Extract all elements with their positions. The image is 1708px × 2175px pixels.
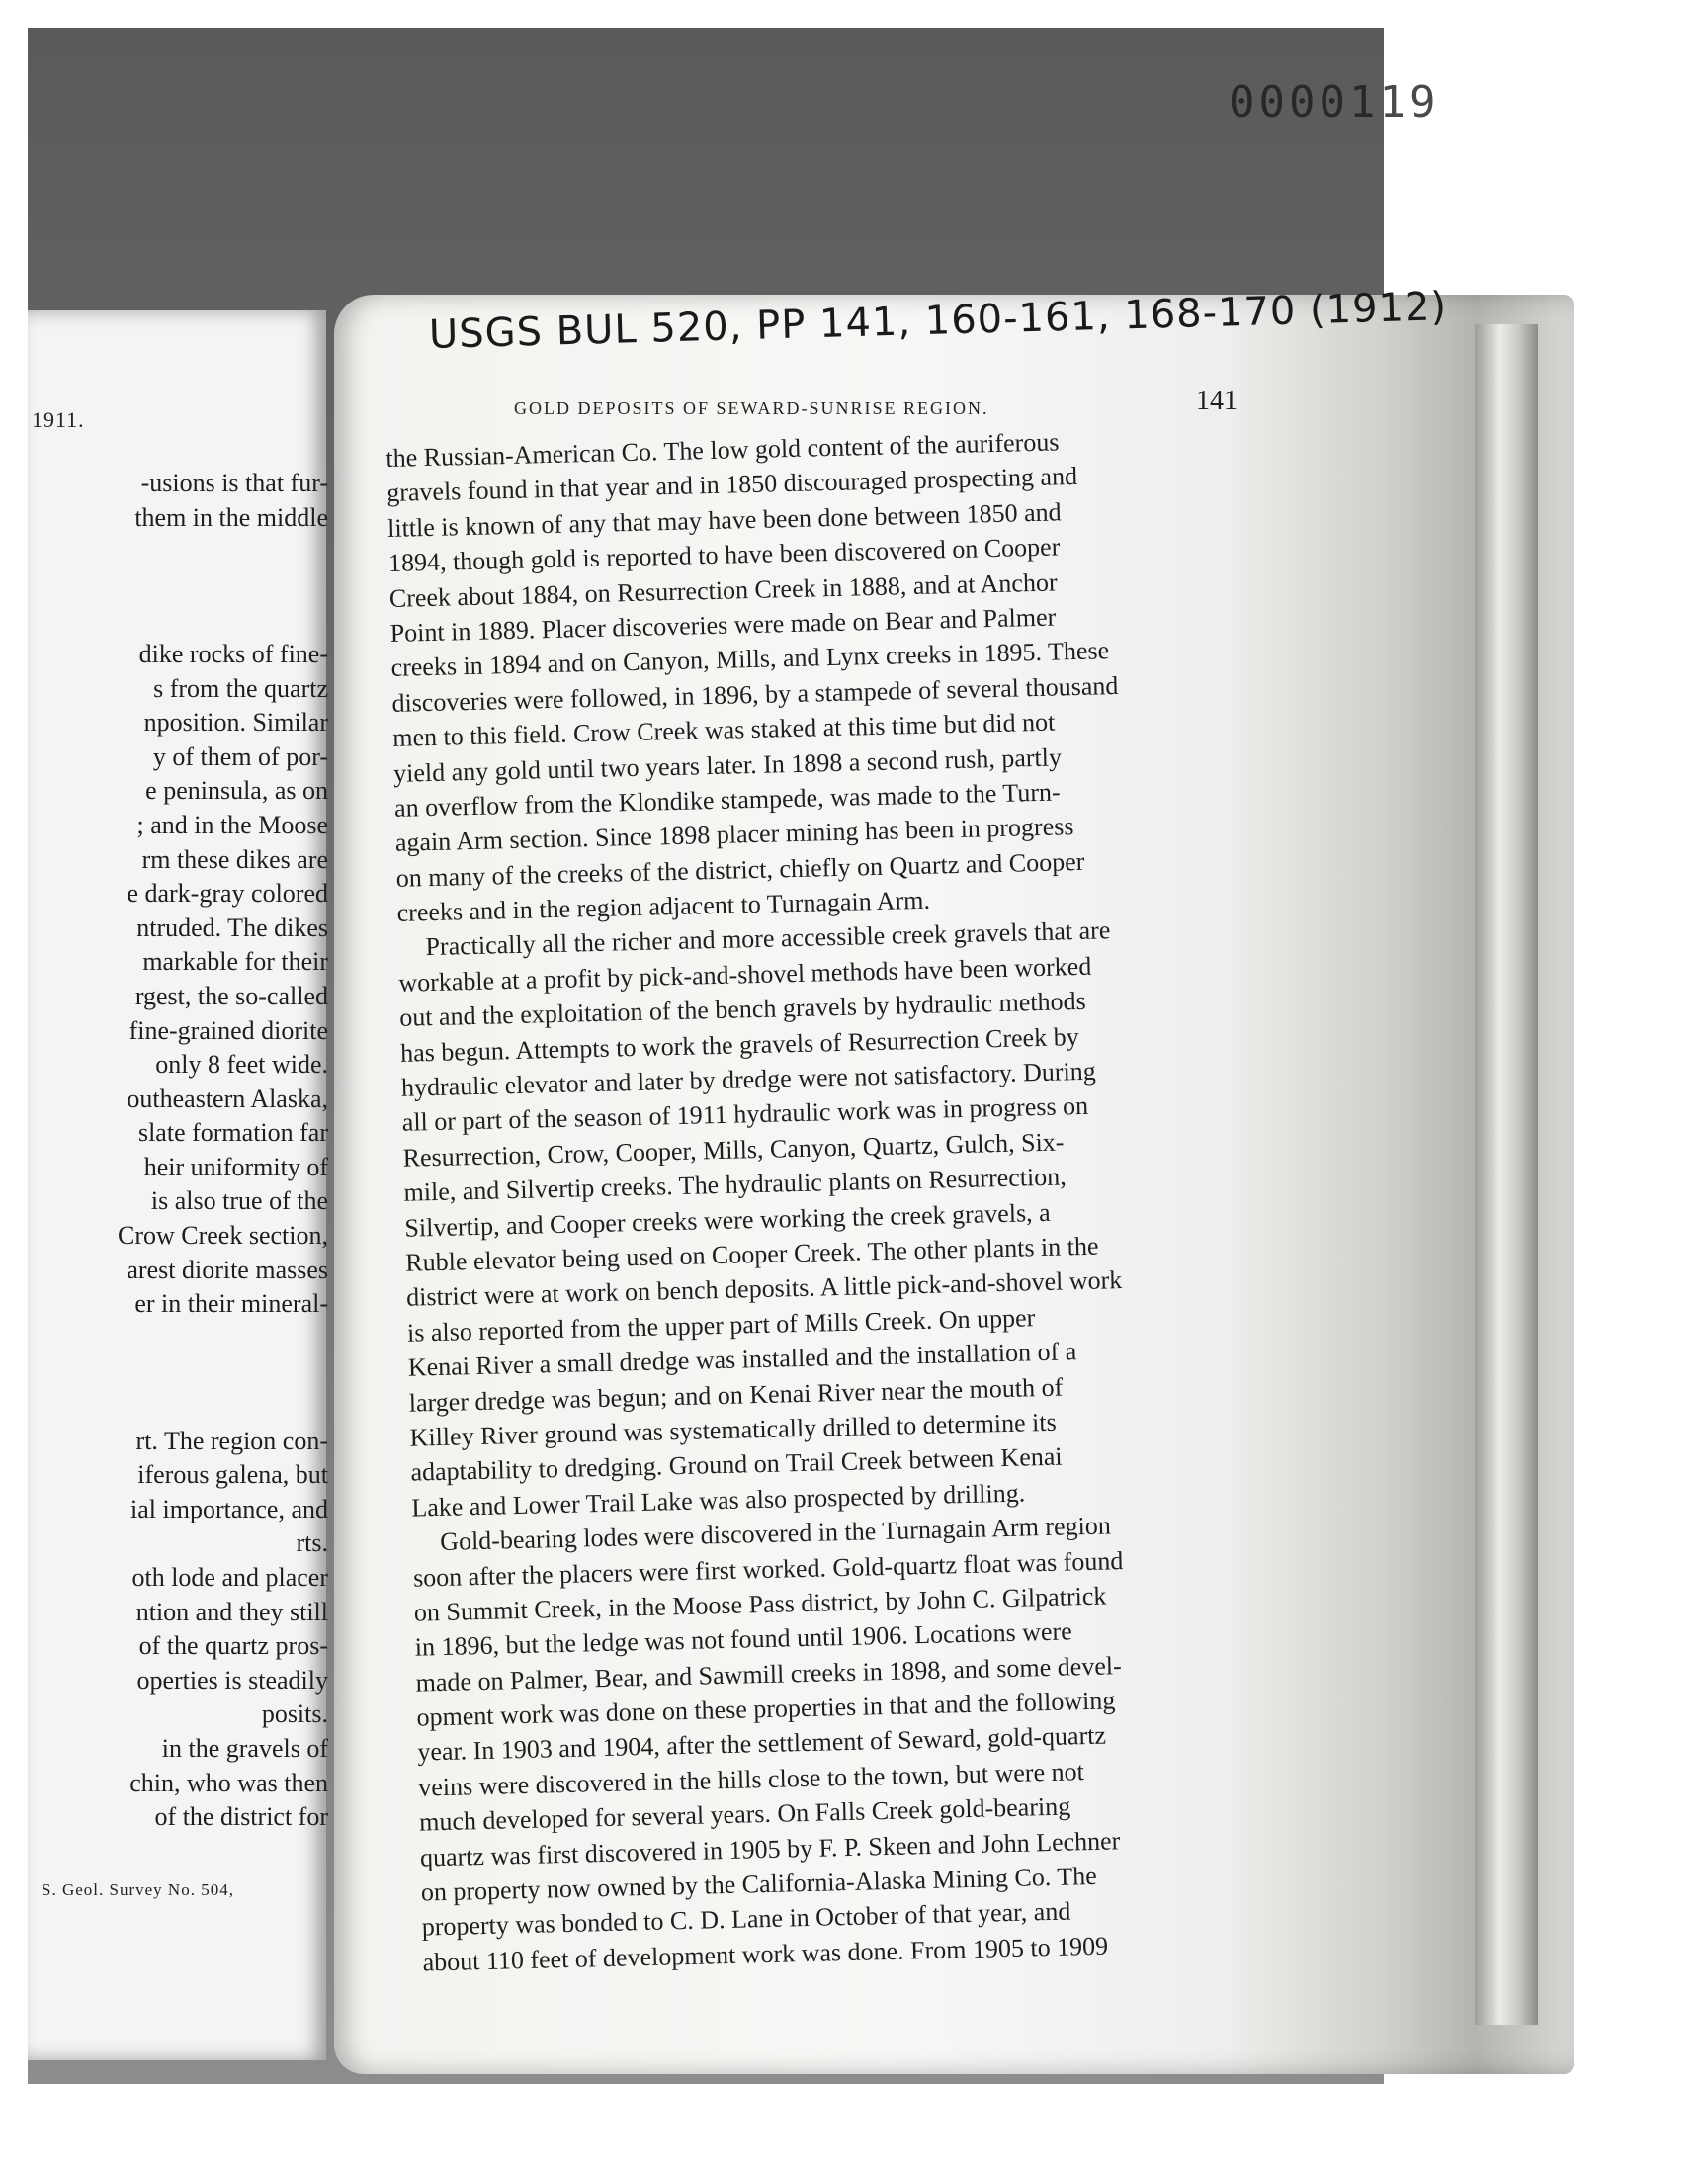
text-line: mile, and Silvertip creeks. The hydraulic plants on Resurrection, [403, 1162, 1068, 1207]
text-line [42, 1390, 328, 1425]
text-line: in 1896, but the ledge was not found until 1906. Locations were [414, 1616, 1073, 1662]
text-line: e dark-gray colored [127, 879, 328, 909]
text-line: fine-grained diorite [128, 1015, 328, 1045]
text-line: again Arm section. Since 1898 placer mining has been in progress [394, 812, 1074, 858]
main-page [334, 284, 1574, 2074]
text-line: rgest, the so-called [134, 981, 328, 1010]
text-line: on property now owned by the California-Alaska Mining Co. The [420, 1861, 1098, 1907]
text-line: -usions is that fur- [140, 469, 328, 497]
text-line: the Russian-American Co. The low gold content of the auriferous [385, 427, 1060, 473]
text-line: operties is steadily [136, 1665, 328, 1695]
text-line: discoveries were followed, in 1896, by a stampede of several thousand [391, 670, 1119, 718]
left-facing-page [28, 310, 326, 2060]
text-line: soon after the placers were first worked. Gold-quartz float was found [412, 1545, 1124, 1593]
text-line: Crow Creek section, [117, 1221, 328, 1251]
text-line [42, 1322, 328, 1356]
text-line: on Summit Creek, in the Moose Pass district, by John C. Gilpatrick [413, 1581, 1107, 1627]
text-line: markable for their [142, 947, 328, 977]
text-line [42, 1355, 328, 1390]
text-line: quartz was first discovered in 1905 by F. P. Skeen and John Lechner [419, 1825, 1121, 1872]
text-line: arest diorite masses [127, 1255, 328, 1284]
body-text [385, 419, 1303, 1979]
page-number: 141 [1196, 386, 1238, 416]
text-line: Resurrection, Crow, Cooper, Mills, Canyon, Quartz, Gulch, Six- [402, 1127, 1065, 1173]
text-line: creeks in 1894 and on Canyon, Mills, and Lynx creeks in 1895. These [390, 636, 1110, 683]
text-line [42, 603, 328, 638]
page-edge-shadow [1475, 324, 1538, 2025]
text-line: hydraulic elevator and later by dredge were not satisfactory. During [400, 1056, 1097, 1102]
text-line: has begun. Attempts to work the gravels of Resurrection Creek by [399, 1021, 1079, 1068]
text-line: posits. [261, 1699, 328, 1729]
text-line: ; and in the Moose [136, 810, 328, 839]
text-line [42, 569, 328, 604]
text-line: 1894, though gold is reported to have been discovered on Cooper [387, 532, 1061, 578]
text-line: veins were discovered in the hills close to the town, but were not [417, 1756, 1085, 1802]
text-line: an overflow from the Klondike stampede, was made to the Turn- [393, 777, 1061, 823]
text-line: nposition. Similar [143, 708, 328, 738]
text-line: made on Palmer, Bear, and Sawmill creeks in 1898, and some devel- [415, 1650, 1123, 1697]
text-line: rm these dikes are [141, 844, 328, 874]
text-line: s from the quartz [153, 673, 328, 703]
text-line: opment work was done on these properties in that and the following [416, 1686, 1116, 1732]
text-line: Point in 1889. Placer discoveries were made on Bear and Palmer [389, 602, 1057, 648]
text-line: Ruble elevator being used on Cooper Creek. The other plants in the [404, 1231, 1099, 1277]
left-page-header: 1911. [32, 407, 85, 432]
text-line: is also true of the [150, 1186, 328, 1216]
text-line: larger dredge was begun; and on Kenai River near the mouth of [408, 1372, 1064, 1418]
text-line: Practically all the richer and more accessible creek gravels that are [425, 915, 1111, 962]
text-line: iferous galena, but [137, 1460, 328, 1490]
scanned-photocopy [28, 28, 1448, 2084]
text-line: much developed for several years. On Falls Creek gold-bearing [418, 1791, 1071, 1837]
text-line: all or part of the season of 1911 hydraulic work was in progress on [401, 1091, 1089, 1138]
text-line: ial importance, and [130, 1494, 328, 1523]
text-line: them in the middle [134, 502, 328, 532]
text-line: men to this field. Crow Creek was staked at this time but did not [391, 707, 1056, 753]
text-line: little is known of any that may have been done between 1850 and [386, 497, 1062, 543]
text-line: outheastern Alaska, [127, 1084, 328, 1113]
text-line: ntion and they still [135, 1597, 328, 1626]
text-line [42, 535, 328, 569]
text-line: in the gravels of [161, 1733, 328, 1763]
text-line: ntruded. The dikes [136, 913, 328, 942]
text-line: oth lode and placer [131, 1563, 328, 1592]
text-line: Kenai River a small dredge was installed and the installation of a [407, 1337, 1077, 1382]
handwritten-note: USGS BUL 520, PP 141, 160-161, 168-170 (1912) [428, 284, 1448, 358]
text-line: er in their mineral- [134, 1289, 328, 1319]
left-page-footnote: S. Geol. Survey No. 504, [42, 1880, 234, 1899]
text-line: only 8 feet wide. [155, 1050, 328, 1080]
text-line: on many of the creeks of the district, chiefly on Quartz and Cooper [395, 846, 1085, 893]
text-line: slate formation far [137, 1118, 328, 1148]
text-line: Creek about 1884, on Resurrection Creek in 1888, and at Anchor [388, 567, 1058, 613]
text-line: of the quartz pros- [138, 1631, 328, 1661]
text-line: chin, who was then [129, 1768, 328, 1797]
text-line: creeks and in the region adjacent to Turnagain Arm. [396, 885, 931, 927]
text-line: e peninsula, as on [145, 776, 328, 806]
text-line: year. In 1903 and 1904, after the settlement of Seward, gold-quartz [417, 1721, 1107, 1768]
text-line: y of them of por- [152, 741, 328, 771]
text-line: Lake and Lower Trail Lake was also prospected by drilling. [411, 1478, 1026, 1522]
text-line: Gold-bearing lodes were discovered in the Turnagain Arm region [439, 1511, 1112, 1557]
text-line: yield any gold until two years later. In 1898 a second rush, partly [392, 741, 1063, 788]
text-line: rt. The region con- [135, 1426, 328, 1455]
text-line: gravels found in that year and in 1850 discouraged prospecting and [385, 462, 1078, 508]
text-line: district were at work on bench deposits. A little pick-and-shovel work [405, 1265, 1123, 1313]
text-line: workable at a profit by pick-and-shovel methods have been worked [398, 951, 1092, 998]
text-line: property was bonded to C. D. Lane in October of that year, and [421, 1896, 1071, 1942]
left-page-text [42, 467, 328, 1835]
text-line: adaptability to dredging. Ground on Trail Creek between Kenai [410, 1441, 1063, 1488]
text-line: about 110 feet of development work was done. From 1905 to 1909 [422, 1931, 1109, 1977]
text-line: of the district for [154, 1802, 328, 1832]
text-line: out and the exploitation of the bench gravels by hydraulic methods [398, 987, 1087, 1033]
text-line: rts. [296, 1528, 328, 1558]
scan-number: 0000119 [1229, 77, 1440, 128]
text-line: heir uniformity of [143, 1152, 328, 1181]
text-line: dike rocks of fine- [138, 639, 328, 668]
text-line: is also reported from the upper part of Mills Creek. On upper [406, 1302, 1036, 1348]
text-line: Killey River ground was systematically drilled to determine its [409, 1407, 1058, 1452]
text-line: Silvertip, and Cooper creeks were working the creek gravels, a [404, 1197, 1051, 1243]
running-head: GOLD DEPOSITS OF SEWARD-SUNRISE REGION. [514, 398, 989, 418]
